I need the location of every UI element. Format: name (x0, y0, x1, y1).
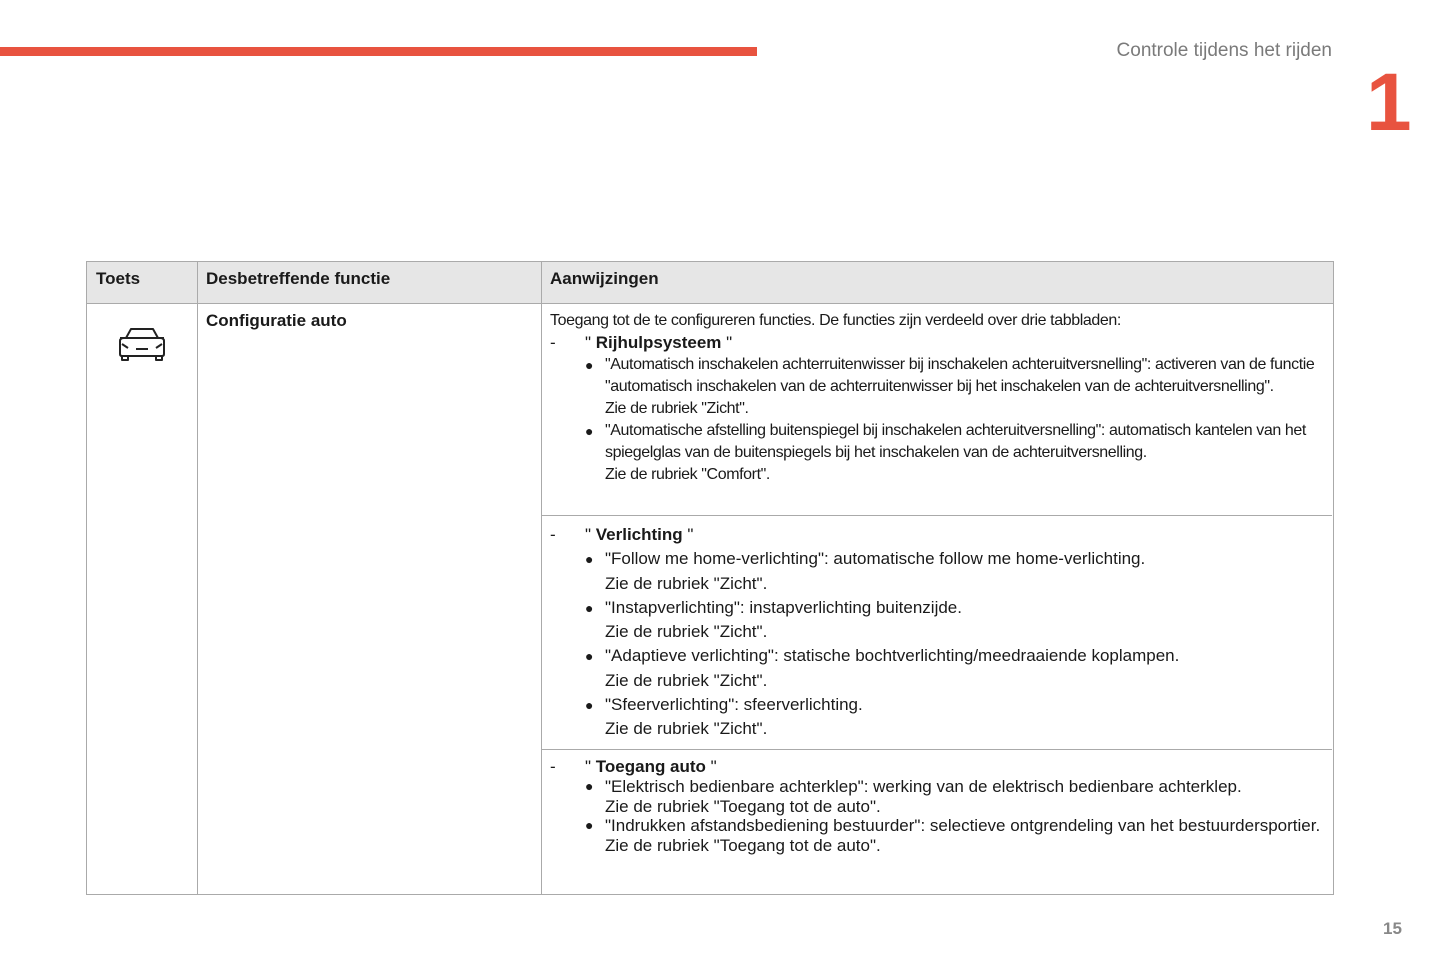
section-title: - " Verlichting " (550, 525, 694, 544)
section-toegang-auto (542, 750, 1332, 893)
item-text: "Automatisch inschakelen achterruitenwisser bij inschakelen achteruitversnelling": activeren van de functie "automatisch inschakelen van de achterruitenwisser bij het inschakelen van de achteruitversnelling". (605, 356, 1315, 395)
intro-text: Toegang tot de te configureren functies. De functies zijn verdeeld over drie tabbladen: (550, 312, 1121, 329)
chapter-title: Controle tijdens het rijden (1116, 40, 1332, 61)
section-title: - " Toegang auto " (550, 757, 717, 776)
car-icon (117, 326, 167, 362)
item-text: "Indrukken afstandsbediening bestuurder": selectieve ontgrendeling van het bestuurdersportier. (605, 816, 1321, 835)
column-header-toets: Toets (96, 269, 141, 288)
list-item (550, 420, 1332, 486)
item-reference: Zie de rubriek "Zicht". (605, 622, 768, 642)
chapter-number: 1 (1366, 57, 1412, 148)
list-item (550, 354, 1332, 420)
list-item (550, 816, 1332, 855)
bullet-icon: ● (585, 551, 594, 568)
bullet-icon: ● (585, 817, 594, 833)
column-header-functie: Desbetreffende functie (206, 269, 391, 288)
column-header-aanwijzingen: Aanwijzingen (550, 269, 659, 288)
bullet-icon: ● (585, 599, 594, 616)
item-reference: Zie de rubriek "Zicht". (605, 573, 768, 593)
item-text: "Sfeerverlichting": sfeerverlichting. (605, 695, 863, 715)
item-reference: Zie de rubriek "Toegang tot de auto". (605, 835, 881, 855)
list-item (550, 777, 1332, 816)
item-text: "Automatische afstelling buitenspiegel bij inschakelen achteruitversnelling": automatisch kantelen van het spiegelglas van de buitenspiegels bij het inschakelen van de achteruitversnelling. (605, 422, 1306, 461)
section-verlichting (542, 516, 1332, 750)
bullet-icon: ● (585, 357, 594, 373)
item-reference: Zie de rubriek "Toegang tot de auto". (605, 796, 881, 816)
table-header (87, 262, 1333, 304)
chapter-accent-bar (0, 47, 757, 56)
list-item (550, 693, 1332, 742)
section-rijhulpsysteem (542, 303, 1332, 516)
item-text: "Instapverlichting": instapverlichting buitenzijde. (605, 597, 962, 617)
bullet-icon: ● (585, 778, 594, 794)
function-name: Configuratie auto (206, 311, 347, 330)
item-text: "Elektrisch bedienbare achterklep": werking van de elektrisch bedienbare achterklep. (605, 777, 1242, 796)
list-item (550, 596, 1332, 645)
bullet-icon: ● (585, 697, 594, 714)
list-item (550, 644, 1332, 693)
item-reference: Zie de rubriek "Zicht". (605, 670, 768, 690)
page-number: 15 (1383, 919, 1402, 938)
bullet-icon: ● (585, 648, 594, 665)
section-title: - " Rijhulpsysteem " (550, 333, 733, 352)
item-reference: Zie de rubriek "Zicht". (605, 400, 749, 417)
list-item (550, 547, 1332, 596)
item-text: "Adaptieve verlichting": statische bochtverlichting/meedraaiende koplampen. (605, 646, 1180, 666)
item-reference: Zie de rubriek "Comfort". (605, 466, 770, 483)
bullet-icon: ● (585, 423, 594, 439)
item-text: "Follow me home-verlichting": automatische follow me home-verlichting. (605, 549, 1146, 569)
item-reference: Zie de rubriek "Zicht". (605, 719, 768, 739)
controls-table (86, 261, 1334, 895)
